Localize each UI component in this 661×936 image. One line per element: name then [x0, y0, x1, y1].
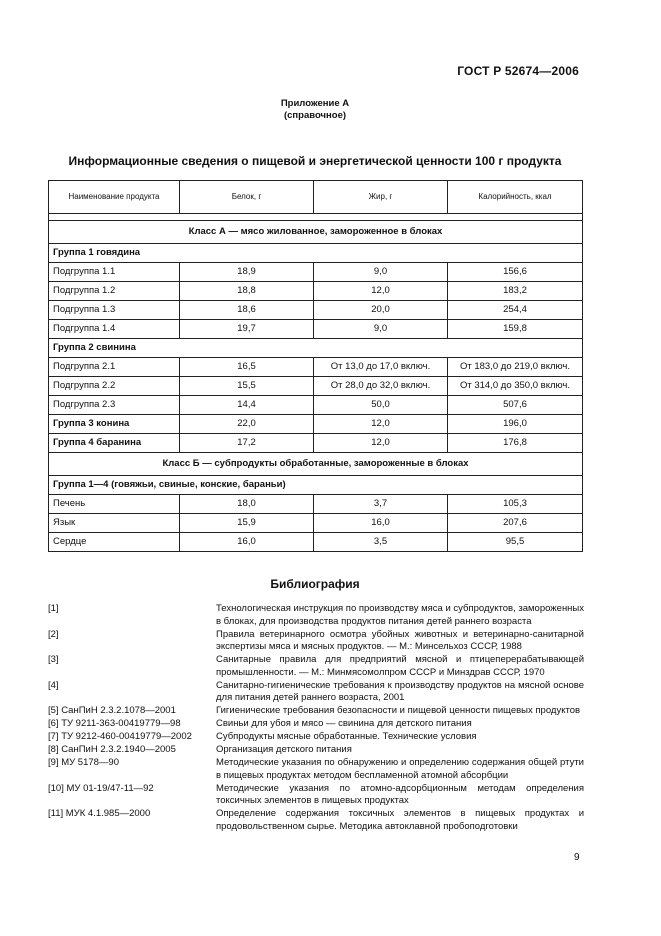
column-header-calories: Калорийность, ккал [448, 181, 583, 214]
bibliography-text: Санитарно-гигиенические требования к производству продуктов на мясной основе для питания детей раннего возраста, 2001 [216, 679, 584, 703]
document-code: ГОСТ Р 52674—2006 [457, 64, 579, 78]
page-number: 9 [574, 852, 580, 863]
bibliography-item [48, 757, 584, 782]
bibliography-ref: [2] [48, 628, 59, 640]
bibliography-ref: [11] МУК 4.1.985—2000 [48, 808, 151, 819]
product-cell: Подгруппа 1.4 [49, 320, 180, 339]
class-a-row [49, 221, 583, 244]
table-row [49, 415, 583, 434]
bibliography-ref: [1] [48, 603, 59, 614]
group-horse-label: Группа 3 конина [49, 415, 180, 434]
bibliography-item [48, 783, 584, 808]
product-cell: Подгруппа 2.1 [49, 358, 180, 377]
group-row [49, 339, 583, 358]
table-row [49, 301, 583, 320]
calories-cell: 207,6 [448, 514, 583, 533]
class-b-row [49, 453, 583, 476]
header-spacer [49, 214, 583, 221]
table-row [49, 495, 583, 514]
bibliography-ref: [5] СанПиН 2.3.2.1078—2001 [48, 705, 176, 716]
bibliography-ref: [9] МУ 5178—90 [48, 757, 119, 768]
protein-cell: 18,6 [180, 301, 314, 320]
column-header-protein: Белок, г [180, 181, 314, 214]
table-row [49, 263, 583, 282]
protein-cell: 22,0 [180, 415, 314, 434]
bibliography-item [48, 808, 584, 833]
fat-cell: 50,0 [314, 396, 448, 415]
table-row [49, 282, 583, 301]
bibliography-item [48, 731, 584, 744]
table-row [49, 377, 583, 396]
calories-cell: 159,8 [448, 320, 583, 339]
fat-cell: 12,0 [314, 434, 448, 453]
protein-cell: 15,5 [180, 377, 314, 396]
fat-cell: 3,5 [314, 533, 448, 552]
fat-cell: От 13,0 до 17,0 включ. [314, 358, 448, 377]
group-row [49, 244, 583, 263]
nutrition-table [48, 180, 583, 552]
calories-cell: 95,5 [448, 533, 583, 552]
protein-cell: 16,0 [180, 533, 314, 552]
bibliography-item [48, 680, 584, 705]
bibliography-ref: [3] [48, 654, 59, 665]
bibliography-item [48, 654, 584, 679]
bibliography-item [48, 744, 584, 757]
bibliography-item [48, 629, 584, 654]
table-row [49, 396, 583, 415]
bibliography-text: Санитарные правила для предприятий мясной и птицеперерабатывающей промышленности. — М.: Минмясомолпром СССР и Минздрав СССР, 1970 [216, 654, 584, 678]
bibliography-text: Определение содержания токсичных элементов в пищевых продуктах и продовольственном сырье. Методика автоклавной пробоподготовки [216, 808, 584, 832]
class-a-label: Класс А — мясо жилованное, замороженное в блоках [49, 221, 583, 244]
bibliography-list [48, 603, 584, 834]
protein-cell: 19,7 [180, 320, 314, 339]
group-beef-label: Группа 1 говядина [49, 244, 583, 263]
calories-cell: 196,0 [448, 415, 583, 434]
product-cell: Подгруппа 2.3 [49, 396, 180, 415]
product-cell: Подгруппа 1.2 [49, 282, 180, 301]
bibliography-ref: [6] ТУ 9211-363-00419779—98 [48, 718, 181, 729]
calories-cell: 156,6 [448, 263, 583, 282]
protein-cell: 15,9 [180, 514, 314, 533]
column-header-product: Наименование продукта [49, 181, 180, 214]
bibliography-item [48, 718, 584, 731]
fat-cell: 20,0 [314, 301, 448, 320]
fat-cell: 12,0 [314, 282, 448, 301]
header-spacer-row [49, 214, 583, 221]
bibliography-text: Методические указания по атомно-адсорбционным методам определения токсичных элементов в пищевых продуктах [216, 782, 584, 806]
table-row [49, 320, 583, 339]
bibliography-text: Субпродукты мясные обработанные. Технические условия [216, 731, 477, 742]
column-header-fat: Жир, г [314, 181, 448, 214]
fat-cell: 3,7 [314, 495, 448, 514]
protein-cell: 14,4 [180, 396, 314, 415]
calories-cell: 176,8 [448, 434, 583, 453]
group-offal-label: Группа 1—4 (говяжьи, свиные, конские, бараньи) [49, 476, 583, 495]
product-cell: Подгруппа 1.1 [49, 263, 180, 282]
bibliography-item [48, 705, 584, 718]
bibliography-text: Правила ветеринарного осмотра убойных животных и ветеринарно-санитарной экспертизы мяса и мясных продуктов. — М.: Минсельхоз СССР, 1988 [216, 628, 584, 652]
fat-cell: 16,0 [314, 514, 448, 533]
fat-cell: 9,0 [314, 320, 448, 339]
fat-cell: 12,0 [314, 415, 448, 434]
table-header-row [49, 181, 583, 214]
bibliography-text: Свиньи для убоя и мясо — свинина для детского питания [216, 718, 472, 729]
bibliography-title: Библиография [270, 577, 360, 591]
bibliography-ref: [4] [48, 679, 59, 691]
bibliography-text: Организация детского питания [216, 744, 352, 755]
fat-cell: 9,0 [314, 263, 448, 282]
table-row [49, 533, 583, 552]
table-row [49, 514, 583, 533]
calories-cell: От 314,0 до 350,0 включ. [448, 377, 583, 396]
protein-cell: 16,5 [180, 358, 314, 377]
bibliography-ref: [7] ТУ 9212-460-00419779—2002 [48, 731, 192, 742]
bibliography-text: Методические указания по обнаружению и определению содержания общей ртути в пищевых продуктах методом беспламенной атомной абсорбции [216, 757, 584, 781]
bibliography-text: Гигиенические требования безопасности и пищевой ценности пищевых продуктов [216, 705, 581, 716]
calories-cell: 105,3 [448, 495, 583, 514]
group-lamb-label: Группа 4 баранина [49, 434, 180, 453]
bibliography-ref: [10] МУ 01-19/47-11—92 [48, 782, 154, 794]
bibliography-item [48, 603, 584, 628]
calories-cell: 507,6 [448, 396, 583, 415]
protein-cell: 18,8 [180, 282, 314, 301]
bibliography-text: Технологическая инструкция по производству мяса и субпродуктов, замороженных в блоках, для производства продуктов питания детей раннего возраста [216, 603, 585, 627]
appendix-title: Приложение А [280, 98, 350, 109]
product-cell: Подгруппа 2.2 [49, 377, 180, 396]
product-cell: Сердце [49, 533, 180, 552]
table-row [49, 434, 583, 453]
product-cell: Язык [49, 514, 180, 533]
table-title: Информационные сведения о пищевой и энергетической ценности 100 г продукта [68, 154, 562, 168]
calories-cell: 254,4 [448, 301, 583, 320]
calories-cell: 183,2 [448, 282, 583, 301]
group-pork-label: Группа 2 свинина [49, 339, 583, 358]
protein-cell: 18,0 [180, 495, 314, 514]
appendix-subtitle: (справочное) [283, 110, 347, 121]
appendix-heading [0, 98, 630, 122]
calories-cell: От 183,0 до 219,0 включ. [448, 358, 583, 377]
bibliography-ref: [8] СанПиН 2.3.2.1940—2005 [48, 744, 176, 755]
table-row [49, 358, 583, 377]
fat-cell: От 28,0 до 32,0 включ. [314, 377, 448, 396]
group-row [49, 476, 583, 495]
product-cell: Подгруппа 1.3 [49, 301, 180, 320]
protein-cell: 17,2 [180, 434, 314, 453]
class-b-label: Класс Б — субпродукты обработанные, замороженные в блоках [49, 453, 583, 476]
product-cell: Печень [49, 495, 180, 514]
protein-cell: 18,9 [180, 263, 314, 282]
